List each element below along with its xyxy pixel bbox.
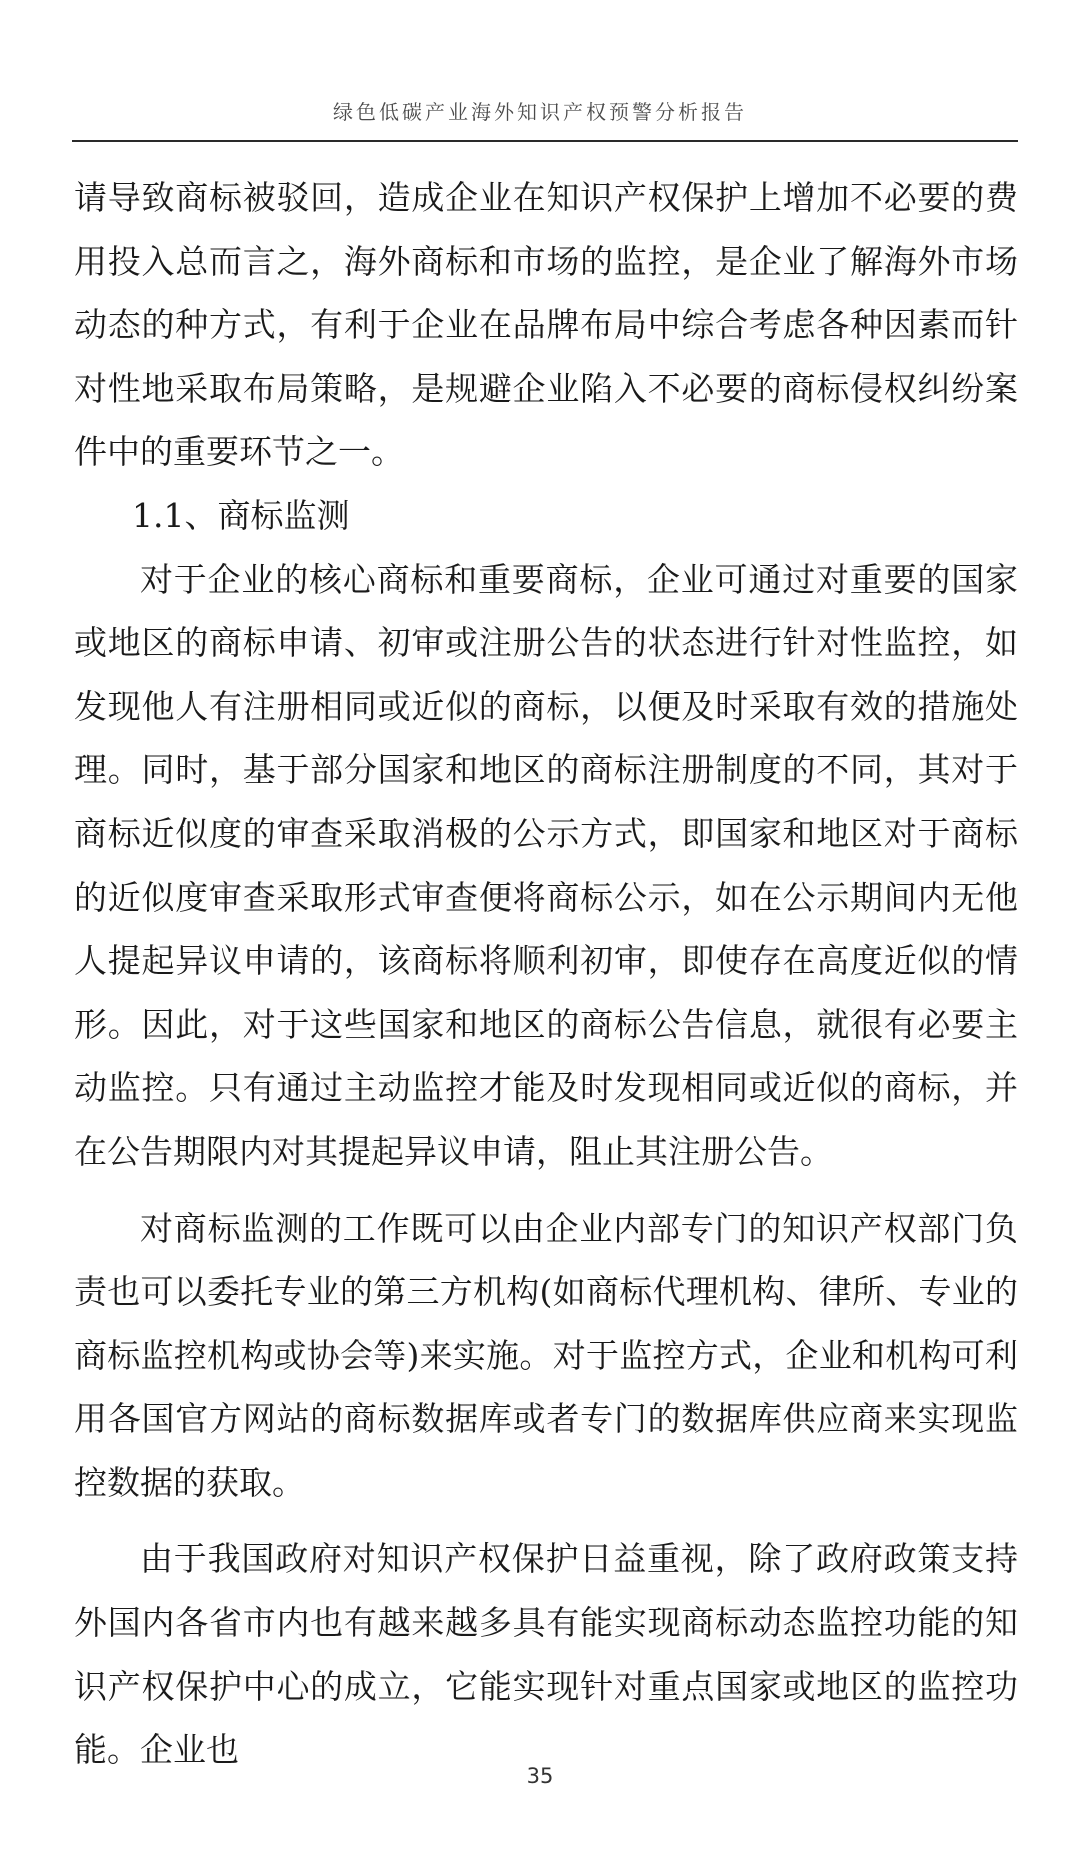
page-number: 35 [526,1764,554,1788]
paragraph-3: 对商标监测的工作既可以由企业内部专门的知识产权部门负责也可以委托专业的第三方机构(如商标代理机构、律所、专业的商标监控机构或协会等)来实施。对于监控方式，企业和机构可利用各国官方网站的商标数据库或者专门的数据库供应商来实现监控数据的获取。 [74,1208,1018,1502]
header-rule [72,140,1018,142]
body-text [74,166,1018,1782]
running-header: 绿色低碳产业海外知识产权预警分析报告 [333,100,747,124]
paragraph-1: 请导致商标被驳回，造成企业在知识产权保护上增加不必要的费用投入总而言之，海外商标和市场的监控，是企业了解海外市场动态的种方式，有利于企业在品牌布局中综合考虑各种因素而针对性地采取布局策略，是规避企业陷入不必要的商标侵权纠纷案件中的重要环节之一。 [74,178,1018,472]
paragraph-4: 由于我国政府对知识产权保护日益重视，除了政府政策支持外国内各省市内也有越来越多具有能实现商标动态监控功能的知识产权保护中心的成立，它能实现针对重点国家或地区的监控功能。企业也 [74,1539,1018,1770]
paragraph-2: 对于企业的核心商标和重要商标，企业可通过对重要的国家或地区的商标申请、初审或注册公告的状态进行针对性监控，如发现他人有注册相同或近似的商标，以便及时采取有效的措施处理。同时，基于部分国家和地区的商标注册制度的不同，其对于商标近似度的审查采取消极的公示方式，即国家和地区对于商标的近似度审查采取形式审查便将商标公示，如在公示期间内无他人提起异议申请的，该商标将顺利初审，即使存在高度近似的情形。因此，对于这些国家和地区的商标公告信息，就很有必要主动监控。只有通过主动监控才能及时发现相同或近似的商标，并在公告期限内对其提起异议申请，阻止其注册公告。 [74,559,1018,1171]
section-heading: 1.1、商标监测 [132,495,350,535]
